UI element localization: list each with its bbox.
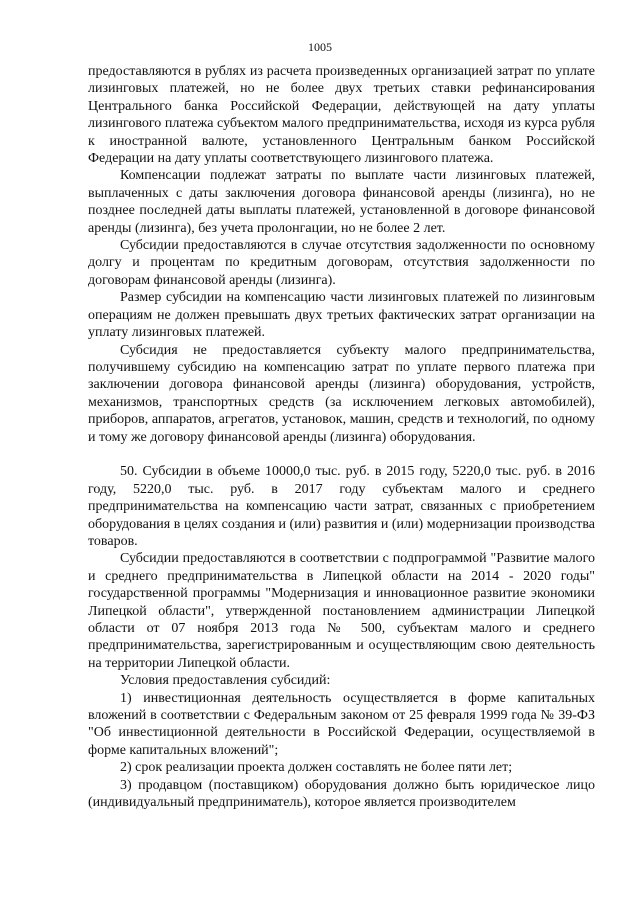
paragraph: 3) продавцом (поставщиком) оборудования должно быть юридическое лицо (индивидуальный предприниматель), которое является производителем xyxy=(88,777,595,811)
paragraph: предоставляются в рублях из расчета произведенных организацией затрат по уплате лизинговых платежей, но не более двух третьих ставки рефинансирования Центрального банка Российской Федерации, действующей на дату уплаты лизингового платежа субъектом малого предпринимательства, исходя из курса рубля к иностранной валюте, установленного Центральным банком Российской Федерации на дату уплаты соответствующего лизингового платежа. xyxy=(88,64,595,167)
paragraph: Субсидии предоставляются в случае отсутствия задолженности по основному долгу и процентам по кредитным договорам, отсутствия задолженности по договорам финансовой аренды (лизинга). xyxy=(88,238,595,288)
paragraph: Субсидия не предоставляется субъекту малого предпринимательства, получившему субсидию на компенсацию затрат по уплате первого платежа при заключении договора финансовой аренды (лизинга) оборудования, устройств, механизмов, транспортных средств (за исключением легковых автомобилей), приборов, аппаратов, агрегатов, установок, машин, средств и технологий, по одному и тому же договору финансовой аренды (лизинга) оборудования. xyxy=(88,342,595,445)
paragraph: 50. Субсидии в объеме 10000,0 тыс. руб. в 2015 году, 5220,0 тыс. руб. в 2016 году, 5220,0 тыс. руб. в 2017 году субъектам малого и среднего предпринимательства на компенсацию части затрат, связанных с приобретением оборудования в целях создания и (или) развития и (или) модернизации производства товаров. xyxy=(88,464,595,549)
paragraph-spacer xyxy=(88,446,595,463)
paragraph: Субсидии предоставляются в соответствии с подпрограммой "Развитие малого и среднего предпринимательства в Липецкой области на 2014 - 2020 годы" государственной программы "Модернизация и инновационное развитие экономики Липецкой области", утвержденной постановлением администрации Липецкой области от 07 ноября 2013 года № 500, субъектам малого и среднего предпринимательства, зарегистрированным и осуществляющим свою деятельность на территории Липецкой области. xyxy=(88,551,595,671)
paragraph: 2) срок реализации проекта должен составлять не более пяти лет; xyxy=(120,760,513,776)
paragraph: 1) инвестиционная деятельность осуществляется в форме капитальных вложений в соответствии с Федеральным законом от 25 февраля 1999 года № 39-ФЗ "Об инвестиционной деятельности в Российской Федерации, осуществляемой в форме капитальных вложений"; xyxy=(88,690,595,758)
body-text xyxy=(88,63,595,811)
paragraph: Условия предоставления субсидий: xyxy=(120,673,331,689)
paragraph: Компенсации подлежат затраты по выплате части лизинговых платежей, выплаченных с даты заключения договора финансовой аренды (лизинга), но не позднее последней даты выплаты платежей, установленной в договоре финансовой аренды (лизинга), без учета пролонгации, но не более 2 лет. xyxy=(88,168,595,236)
paragraph: Размер субсидии на компенсацию части лизинговых платежей по лизинговым операциям не должен превышать двух третьих фактических затрат организации на уплату лизинговых платежей. xyxy=(88,290,595,341)
page-number: 1005 xyxy=(308,40,332,54)
